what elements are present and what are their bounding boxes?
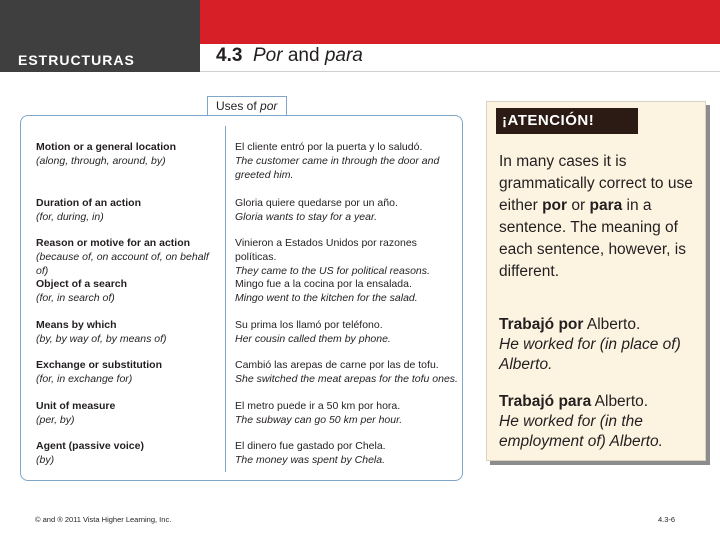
uses-of-por-tab: [207, 96, 287, 116]
usage-label: Agent (passive voice): [36, 440, 144, 452]
example-spanish: El dinero fue gastado por Chela.: [235, 440, 386, 452]
example-spanish: Gloria quiere quedarse por un año.: [235, 197, 398, 209]
attention-text: [499, 151, 699, 283]
usage-label: Exchange or substitution: [36, 359, 163, 371]
example-2-object: Alberto.: [594, 393, 649, 410]
usage-label: Unit of measure: [36, 400, 116, 412]
example-english: Mingo went to the kitchen for the salad.: [235, 292, 418, 304]
footer-copyright: © and ® 2011 Vista Higher Learning, Inc.: [35, 515, 172, 524]
title-por: Por: [252, 45, 283, 66]
header-red-bar: [200, 0, 720, 44]
attention-para: para: [589, 197, 623, 214]
example-spanish: Mingo fue a la cocina por la ensalada.: [235, 278, 412, 290]
example-1-prep: por: [558, 316, 584, 333]
example-1-object: Alberto.: [586, 316, 641, 333]
column-divider: [225, 126, 226, 472]
example-english: They came to the US for political reasons.: [235, 265, 430, 277]
example-2-english: He worked for (in the employment of) Alberto.: [499, 413, 663, 450]
example-english: The money was spent by Chela.: [235, 454, 385, 466]
usage-gloss: (for, in exchange for): [36, 373, 133, 385]
attention-text-1: In many cases it is grammatically correct to use either: [499, 153, 693, 214]
example-2-prep: para: [558, 393, 592, 410]
section-title: [216, 45, 363, 67]
example-english: Her cousin called them by phone.: [235, 333, 391, 345]
usage-label: Object of a search: [36, 278, 128, 290]
usage-gloss: (along, through, around, by): [36, 155, 166, 167]
example-english: She switched the meat arepas for the tofu ones.: [235, 373, 458, 385]
attention-example-2: [499, 392, 699, 452]
example-spanish: Cambió las arepas de carne por las de tofu.: [235, 359, 439, 371]
section-number: 4.3: [216, 45, 243, 66]
attention-por: por: [542, 197, 568, 214]
brand-label: ESTRUCTURAS: [18, 52, 135, 68]
example-2-verb: Trabajó: [499, 393, 555, 410]
attention-or: or: [571, 197, 586, 214]
example-english: The subway can go 50 km per hour.: [235, 414, 403, 426]
usage-label: Duration of an action: [36, 197, 141, 209]
usage-gloss: (by, by way of, by means of): [36, 333, 167, 345]
title-and: and: [287, 45, 320, 66]
usage-gloss: (by): [36, 454, 55, 466]
example-1-english: He worked for (in place of) Alberto.: [499, 336, 681, 373]
example-spanish: Vinieron a Estados Unidos por razones políticas.: [235, 237, 417, 263]
usage-gloss: (for, during, in): [36, 211, 104, 223]
example-english: The customer came in through the door and greeted him.: [235, 155, 440, 181]
attention-text-2: in a sentence. The meaning of each sentence, however, is different.: [499, 197, 686, 280]
usage-label: Motion or a general location: [36, 141, 177, 153]
example-spanish: El cliente entró por la puerta y lo saludó.: [235, 141, 423, 153]
footer-page-number: 4.3-6: [658, 515, 676, 524]
example-1-verb: Trabajó: [499, 316, 555, 333]
usage-gloss: (because of, on account of, on behalf of): [36, 251, 209, 277]
example-spanish: El metro puede ir a 50 km por hora.: [235, 400, 401, 412]
uses-tab-word: por: [260, 99, 278, 113]
example-english: Gloria wants to stay for a year.: [235, 211, 378, 223]
usage-gloss: (for, in search of): [36, 292, 115, 304]
attention-example-1: [499, 315, 699, 375]
usage-label: Reason or motive for an action: [36, 237, 191, 249]
example-spanish: Su prima los llamó por teléfono.: [235, 319, 383, 331]
uses-tab-prefix: Uses of: [216, 99, 257, 113]
usage-label: Means by which: [36, 319, 117, 331]
usage-gloss: (per, by): [36, 414, 75, 426]
attention-heading: ¡ATENCIÓN!: [496, 108, 638, 134]
title-para: para: [324, 45, 363, 66]
